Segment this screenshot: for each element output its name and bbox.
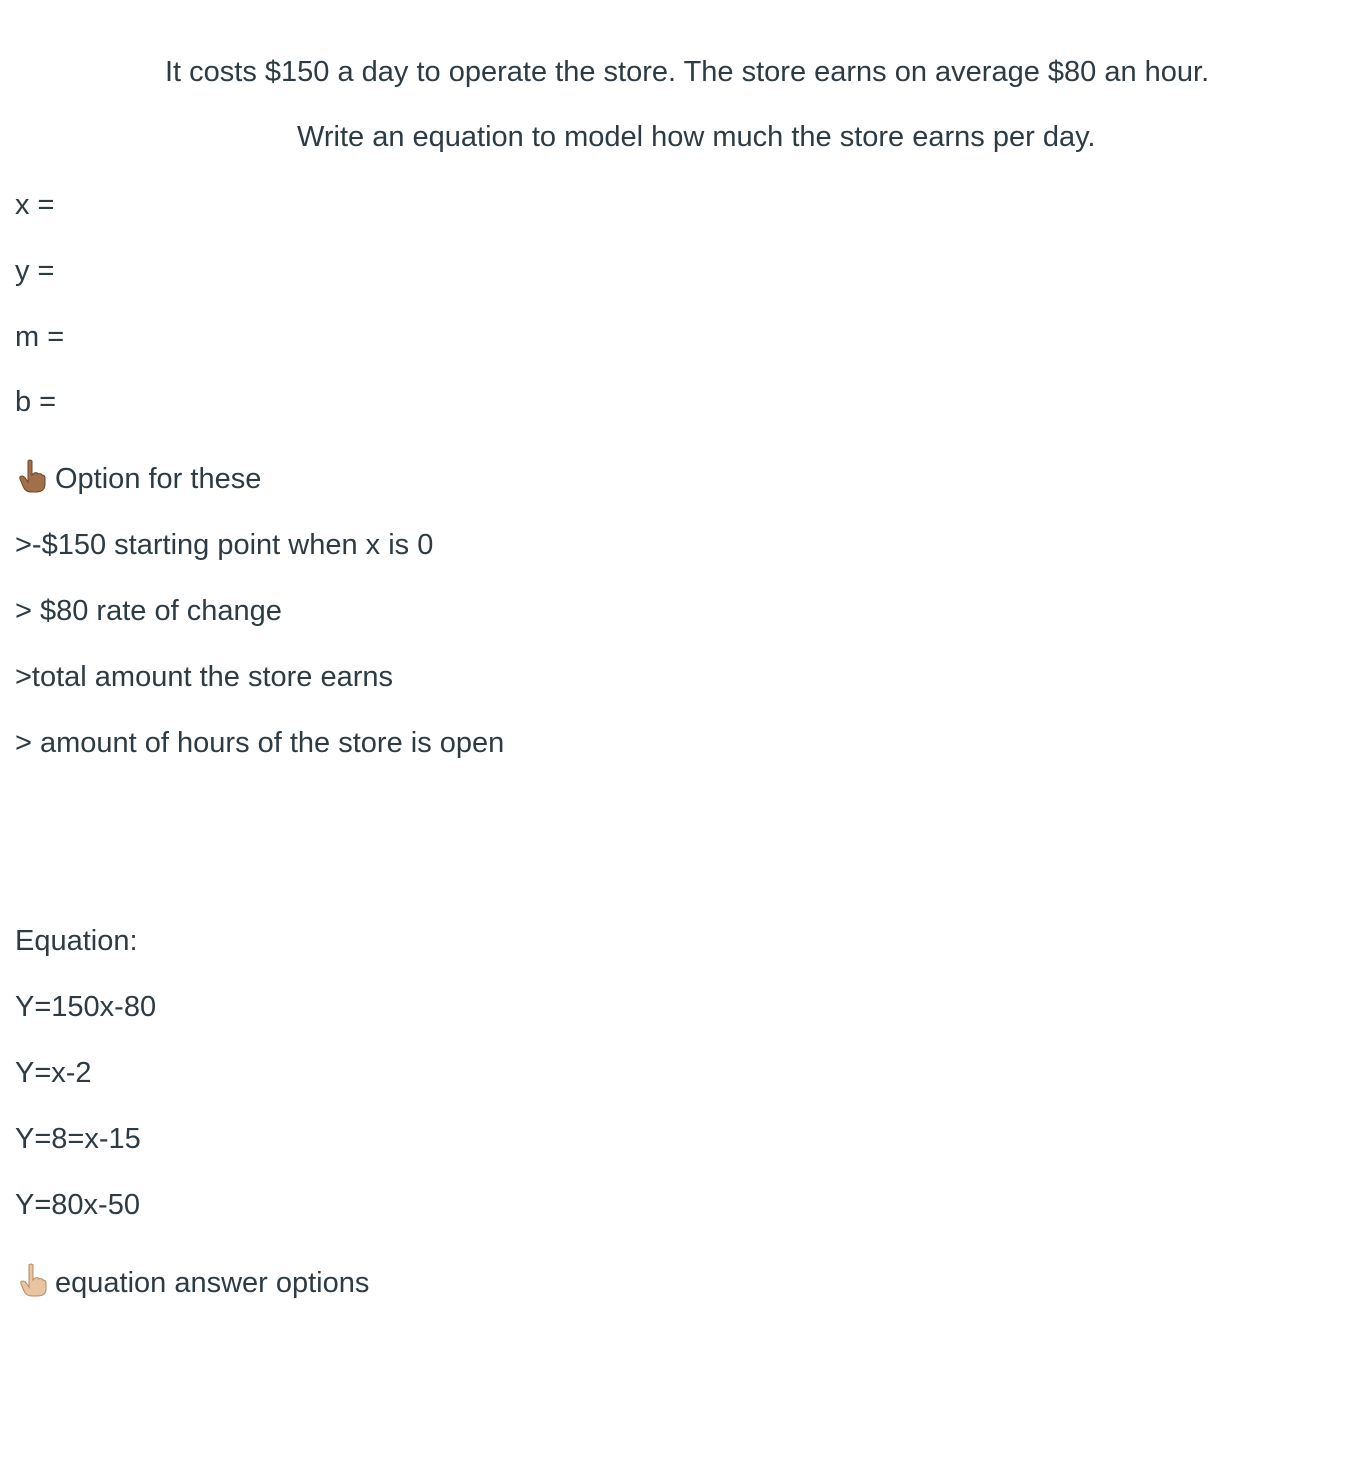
variable-b: b = bbox=[15, 386, 57, 418]
option-rate-of-change: > $80 rate of change bbox=[15, 595, 282, 627]
equation-note-text: equation answer options bbox=[55, 1267, 370, 1299]
option-starting-point: >-$150 starting point when x is 0 bbox=[15, 529, 434, 561]
pointing-down-hand-icon bbox=[15, 458, 49, 494]
variable-m: m = bbox=[15, 321, 65, 353]
variable-y: y = bbox=[15, 255, 55, 287]
question-line-1: It costs $150 a day to operate the store. The store earns on average $80 an hour. bbox=[165, 56, 1210, 88]
variable-x: x = bbox=[15, 189, 55, 221]
equation-option-1: Y=150x-80 bbox=[15, 991, 157, 1023]
question-line-2: Write an equation to model how much the store earns per day. bbox=[297, 121, 1096, 153]
equation-option-3: Y=8=x-15 bbox=[15, 1123, 141, 1155]
option-hours-open: > amount of hours of the store is open bbox=[15, 727, 505, 759]
options-note bbox=[15, 458, 261, 497]
equation-note bbox=[15, 1262, 369, 1301]
option-total-amount: >total amount the store earns bbox=[15, 661, 394, 693]
options-note-text: Option for these bbox=[55, 463, 262, 495]
equation-option-4: Y=80x-50 bbox=[15, 1189, 140, 1221]
pointing-up-hand-icon bbox=[15, 1262, 49, 1298]
equation-option-2: Y=x-2 bbox=[15, 1057, 92, 1089]
equation-label: Equation: bbox=[15, 925, 138, 957]
